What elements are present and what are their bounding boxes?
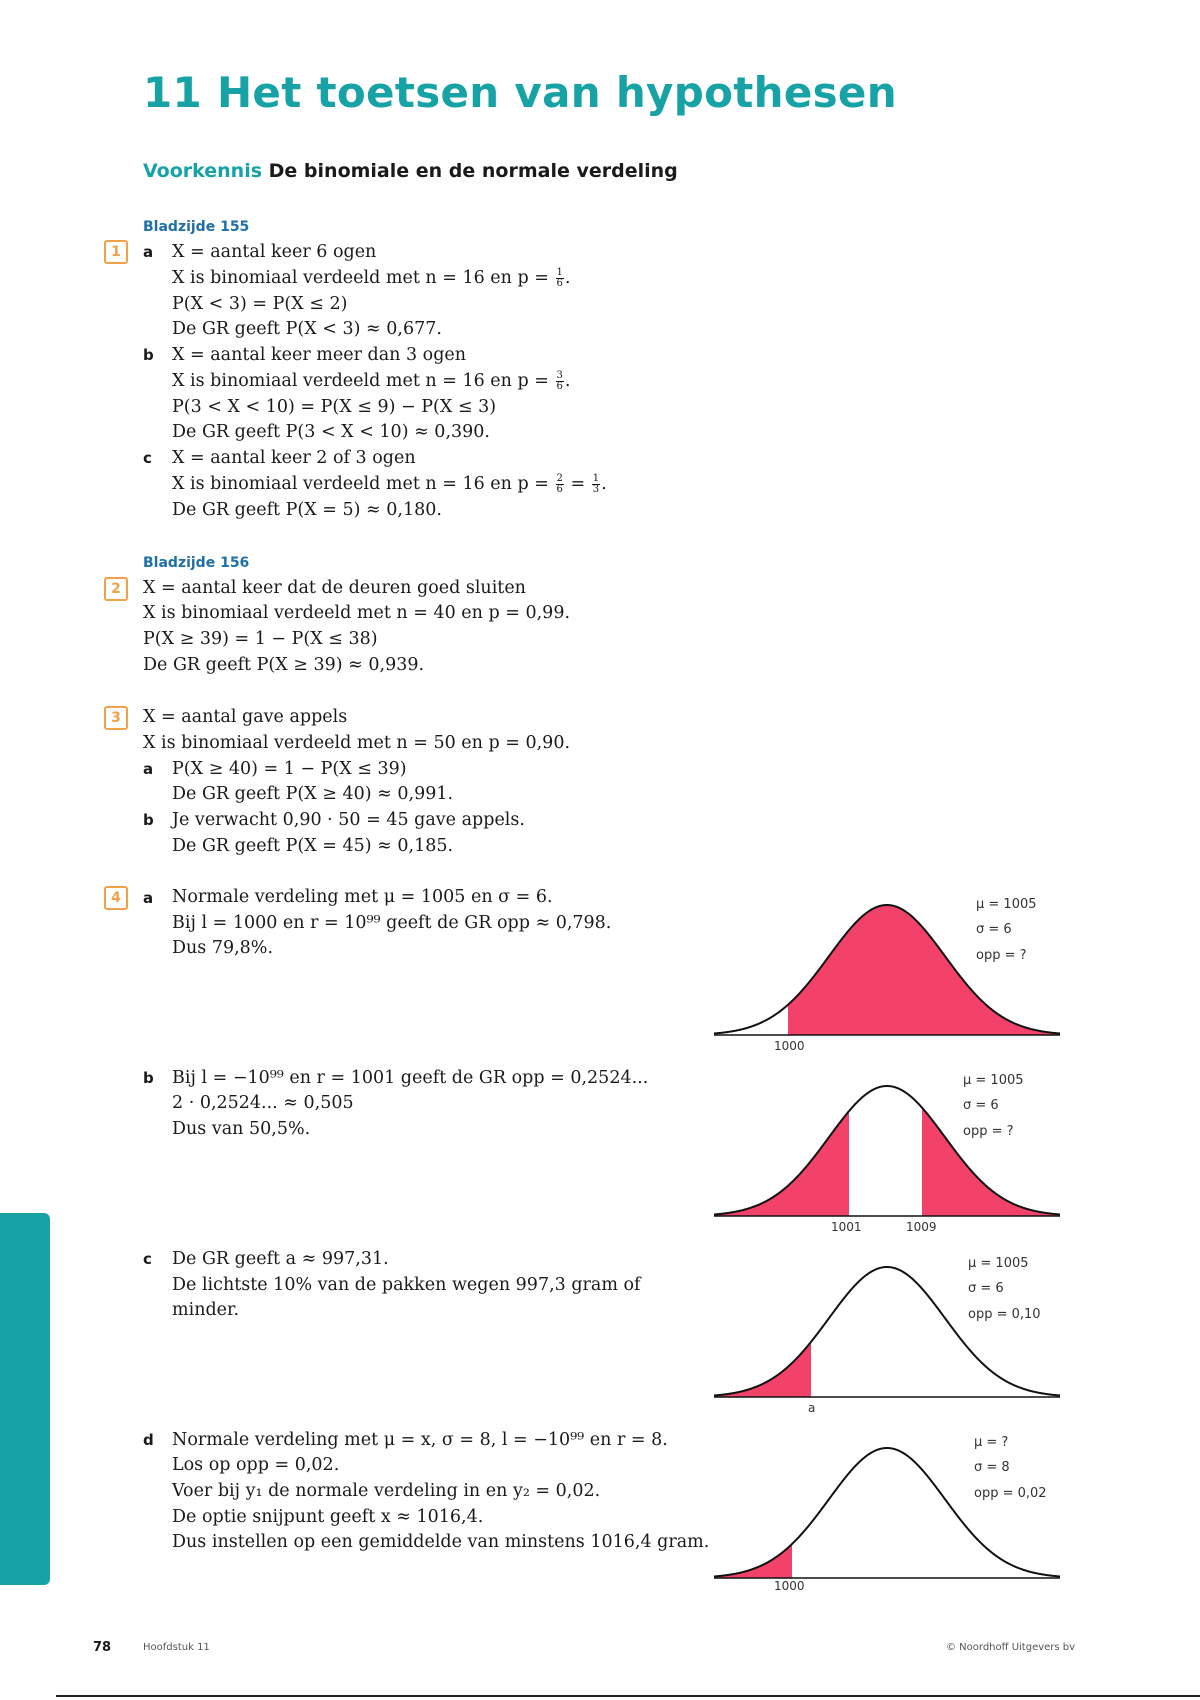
ex4b-line2: 2 · 0,2524... ≈ 0,505 — [172, 1093, 354, 1113]
ex4b-line1: Bij l = −10⁹⁹ en r = 1001 geeft de GR opp = 0,2524... — [172, 1068, 649, 1088]
graph-a-mu: μ = 1005 — [976, 897, 1037, 912]
ex1a-line4: De GR geeft P(X < 3) ≈ 0,677. — [172, 319, 442, 339]
ex1a-line3: P(X < 3) = P(X ≤ 2) — [172, 294, 348, 314]
graph-a-opp: opp = ? — [976, 948, 1027, 963]
ex4d-line1: Normale verdeling met μ = x, σ = 8, l = −10⁹⁹ en r = 8. — [172, 1430, 668, 1450]
graph-b-opp: opp = ? — [963, 1124, 1014, 1139]
subpart-label-b: b — [143, 811, 154, 829]
page-number: 78 — [93, 1640, 112, 1655]
ex4c-line3: minder. — [172, 1300, 240, 1320]
ex4d-line2: Los op opp = 0,02. — [172, 1455, 340, 1475]
ex1c-line1: X = aantal keer 2 of 3 ogen — [172, 448, 416, 468]
ex1b-line1: X = aantal keer meer dan 3 ogen — [172, 345, 467, 365]
bell-curve — [714, 1267, 1060, 1395]
subpart-label-a: a — [143, 889, 154, 907]
subtitle-tag: Voorkennis — [143, 160, 263, 182]
graph-b-sigma: σ = 6 — [963, 1098, 999, 1113]
ex4a-line1: Normale verdeling met μ = 1005 en σ = 6. — [172, 887, 553, 907]
ex3a-line1: P(X ≥ 40) = 1 − P(X ≤ 39) — [172, 759, 407, 779]
ex4d-line3: Voer bij y₁ de normale verdeling in en y₂ = 0,02. — [172, 1481, 601, 1501]
graph-b-tick-1: 1001 — [831, 1220, 862, 1234]
subpart-label-a: a — [143, 243, 154, 261]
ex1a-line2: X is binomiaal verdeeld met n = 16 en p = $\frac{1}{6}$ . — [172, 267, 571, 289]
frac-num: 2 — [556, 473, 563, 484]
ex3b-line2: De GR geeft P(X = 45) ≈ 0,185. — [172, 836, 454, 856]
ex4a-line3: Dus 79,8%. — [172, 938, 274, 958]
ex2-line1: X = aantal keer dat de deuren goed sluiten — [143, 578, 526, 598]
ex4c-line2: De lichtste 10% van de pakken wegen 997,3 gram of — [172, 1275, 641, 1295]
ex1c-line2-text: X is binomiaal verdeeld met n = 16 en p = — [172, 474, 549, 494]
graph-b-mu: μ = 1005 — [963, 1073, 1024, 1088]
ex1c-line2: X is binomiaal verdeeld met n = 16 en p = $\frac{2}{6}$ = $\frac{1}{3}$ . — [172, 473, 607, 495]
chapter-title: 11 Het toetsen van hypothesen — [143, 68, 897, 117]
frac-den: 6 — [556, 484, 563, 495]
ex4b-line3: Dus van 50,5%. — [172, 1119, 311, 1139]
ex1b-fraction — [556, 371, 564, 392]
ex3-line2: X is binomiaal verdeeld met n = 50 en p = 0,90. — [143, 733, 571, 753]
graph-c-mu: μ = 1005 — [968, 1256, 1029, 1271]
frac-num: 1 — [592, 473, 600, 484]
ex3b-line1: Je verwacht 0,90 · 50 = 45 gave appels. — [172, 810, 525, 830]
frac-num: 3 — [556, 370, 563, 381]
frac-den: 6 — [556, 381, 563, 392]
ex1b-line4: De GR geeft P(3 < X < 10) ≈ 0,390. — [172, 422, 490, 442]
graph-d-sigma: σ = 8 — [974, 1460, 1010, 1475]
ex1c-fraction1 — [556, 474, 564, 495]
ex1a-line2-text: X is binomiaal verdeeld met n = 16 en p = — [172, 268, 549, 288]
graph-a-tick: 1000 — [774, 1039, 805, 1053]
page-ref-156: Bladzijde 156 — [143, 555, 250, 571]
graph-c-sigma: σ = 6 — [968, 1281, 1004, 1296]
footer-copyright: © Noordhoff Uitgevers bv — [946, 1642, 1076, 1653]
section-subtitle — [143, 160, 678, 182]
shaded-area-left — [714, 1111, 849, 1216]
ex1a-fraction — [556, 268, 564, 289]
graph-d-opp: opp = 0,02 — [974, 1486, 1047, 1501]
ex4d-line4: De optie snijpunt geeft x ≈ 1016,4. — [172, 1507, 484, 1527]
ex2-line4: De GR geeft P(X ≥ 39) ≈ 0,939. — [143, 655, 425, 675]
page-ref-155: Bladzijde 155 — [143, 219, 250, 235]
exercise-number-4: 4 — [104, 886, 128, 910]
frac-num: 1 — [556, 267, 563, 278]
graph-c-opp: opp = 0,10 — [968, 1307, 1041, 1322]
graph-d-mu: μ = ? — [974, 1435, 1009, 1450]
ex1c-line3: De GR geeft P(X = 5) ≈ 0,180. — [172, 500, 442, 520]
ex1b-line3: P(3 < X < 10) = P(X ≤ 9) − P(X ≤ 3) — [172, 397, 497, 417]
frac-den: 3 — [592, 484, 600, 495]
subpart-label-b: b — [143, 346, 154, 364]
subpart-label-a: a — [143, 760, 154, 778]
subtitle-text: De binomiale en de normale verdeling — [268, 160, 678, 182]
graph-a-sigma: σ = 6 — [976, 922, 1012, 937]
ex1a-line1: X = aantal keer 6 ogen — [172, 242, 377, 262]
ex4c-line1: De GR geeft a ≈ 997,31. — [172, 1249, 389, 1269]
ex3a-line2: De GR geeft P(X ≥ 40) ≈ 0,991. — [172, 784, 454, 804]
normal-curve-graph-b — [714, 1066, 1060, 1218]
ex2-line3: P(X ≥ 39) = 1 − P(X ≤ 38) — [143, 629, 378, 649]
graph-b-tick-2: 1009 — [906, 1220, 937, 1234]
chapter-side-tab — [0, 1213, 50, 1585]
ex1b-line2: X is binomiaal verdeeld met n = 16 en p = $\frac{3}{6}$ . — [172, 370, 571, 392]
subpart-label-c: c — [143, 449, 152, 467]
shaded-area-left — [714, 1544, 792, 1578]
footer-chapter: Hoofdstuk 11 — [143, 1642, 210, 1653]
bell-curve — [714, 1086, 1060, 1214]
graph-c-tick: a — [808, 1401, 816, 1415]
ex2-line2: X is binomiaal verdeeld met n = 40 en p = 0,99. — [143, 603, 571, 623]
ex1b-line2-text: X is binomiaal verdeeld met n = 16 en p = — [172, 371, 549, 391]
exercise-number-2: 2 — [104, 577, 128, 601]
shaded-area-right — [788, 905, 1060, 1035]
frac-den: 6 — [556, 278, 563, 289]
ex4a-line2: Bij l = 1000 en r = 10⁹⁹ geeft de GR opp ≈ 0,798. — [172, 913, 612, 933]
shaded-area-left — [714, 1342, 811, 1397]
subpart-label-b: b — [143, 1069, 154, 1087]
ex3-line1: X = aantal gave appels — [143, 707, 348, 727]
ex4d-line5: Dus instellen op een gemiddelde van minstens 1016,4 gram. — [172, 1532, 710, 1552]
subpart-label-c: c — [143, 1250, 152, 1268]
ex1c-fraction2 — [592, 474, 600, 495]
normal-curve-graph-d — [714, 1428, 1060, 1580]
footer-divider — [56, 1695, 1200, 1697]
subpart-label-d: d — [143, 1431, 154, 1449]
graph-d-tick: 1000 — [774, 1579, 805, 1593]
exercise-number-1: 1 — [104, 240, 128, 264]
exercise-number-3: 3 — [104, 706, 128, 730]
